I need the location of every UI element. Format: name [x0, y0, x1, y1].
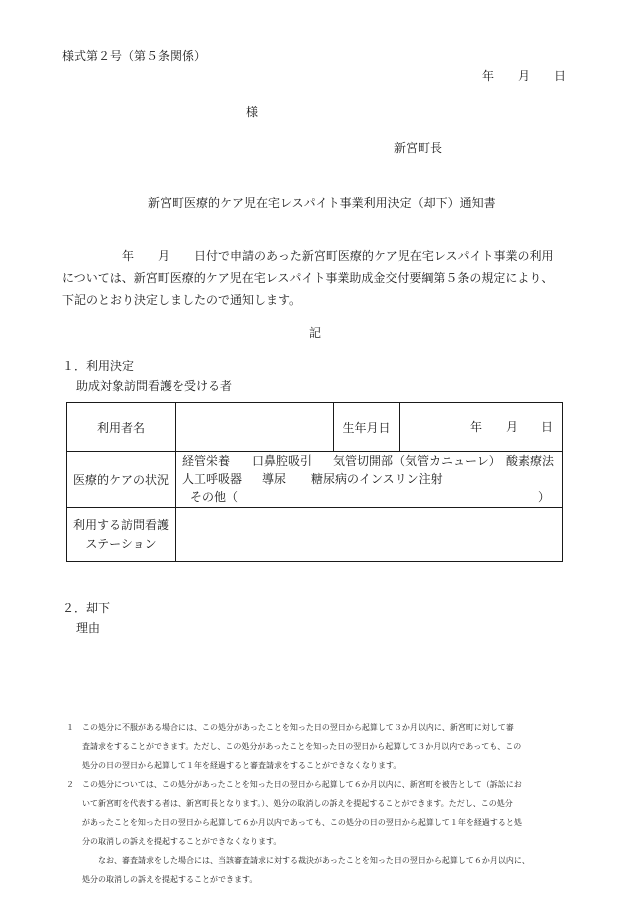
- birthdate-label: 生年月日: [342, 420, 391, 435]
- care-recipient-table: [66, 402, 563, 562]
- intro-year: 年: [122, 249, 135, 263]
- section1-subheading: 助成対象訪問看護を受ける者: [76, 379, 233, 393]
- note-2: [60, 775, 572, 889]
- form-number: 様式第２号（第５条関係）: [62, 49, 207, 63]
- care-option-oxygen[interactable]: 酸素療法: [506, 454, 555, 468]
- birth-month-label: 月: [506, 420, 519, 434]
- care-option-other[interactable]: その他（: [190, 490, 239, 504]
- care-status-label: 医療的ケアの状況: [72, 473, 169, 487]
- intro-month: 月: [158, 249, 171, 263]
- station-label: [67, 508, 175, 561]
- intro-line2: については、新宮町医療的ケア児在宅レスパイト事業助成金交付要綱第５条の規定により、: [62, 271, 554, 285]
- birth-year-label: 年: [470, 420, 483, 434]
- station-label-line2: ステーション: [85, 536, 157, 551]
- care-option-tracheostomy[interactable]: 気管切開部（気管カニューレ）: [333, 454, 501, 468]
- user-name-field[interactable]: [176, 403, 333, 451]
- care-option-other-close: ）: [538, 490, 551, 504]
- addressee-suffix: 様: [246, 105, 259, 119]
- intro-line3: 下記のとおり決定しましたので通知します。: [62, 293, 302, 307]
- section2-heading: ２．却下: [62, 601, 111, 615]
- care-option-insulin[interactable]: 糖尿病のインスリン注射: [311, 472, 443, 486]
- birth-day-label: 日: [541, 420, 554, 434]
- date-year-label: 年: [482, 69, 495, 83]
- note-2-line2: いて新宮町を代表する者は、新宮町長となります。）、処分の取消しの訴えを提起することができます。ただし、この処分: [82, 799, 513, 808]
- station-field[interactable]: [176, 508, 562, 561]
- date-month-label: 月: [518, 69, 531, 83]
- document-title: 新宮町医療的ケア児在宅レスパイト事業利用決定（却下）通知書: [148, 196, 496, 210]
- section1-heading: １．利用決定: [62, 359, 135, 373]
- note-1-line3: 処分の日の翌日から起算して１年を経過すると審査請求をすることができなくなります。: [82, 761, 402, 770]
- note-2-line3: があったことを知った日の翌日から起算して６か月以内であっても、この処分の日の翌日から起算して１年を経過すると処: [82, 818, 522, 827]
- care-option-catheter[interactable]: 導尿: [262, 472, 287, 486]
- note-2-line4: 分の取消しの訴えを提起することができなくなります。: [82, 837, 282, 846]
- ki-label: 記: [309, 326, 322, 340]
- note-2-line1: この処分については、この処分があったことを知った日の翌日から起算して６か月以内に、新宮町を被告として（訴訟にお: [82, 780, 522, 789]
- care-option-suction[interactable]: 口鼻腔吸引: [252, 454, 313, 468]
- note-2-extra-line2: 処分の取消しの訴えを提起することができます。: [82, 875, 258, 884]
- note-2-number: ２: [66, 780, 74, 789]
- intro-line1: 日付で申請のあった新宮町医療的ケア児在宅レスパイト事業の利用: [194, 249, 554, 263]
- appeal-notes: [60, 718, 572, 889]
- issuer-name: 新宮町長: [394, 141, 443, 155]
- reason-label: 理由: [76, 621, 101, 635]
- care-option-ventilator[interactable]: 人工呼吸器: [182, 472, 243, 486]
- care-status-options: [176, 452, 562, 507]
- user-name-label: 利用者名: [96, 420, 145, 435]
- care-option-tube-feeding[interactable]: 経管栄養: [182, 454, 231, 468]
- date-day-label: 日: [554, 69, 567, 83]
- birthdate-field[interactable]: [400, 403, 562, 451]
- note-2-extra-line1: なお、審査請求をした場合には、当該審査請求に対する裁決があったことを知った日の翌日から起算して６か月以内に、: [98, 856, 530, 865]
- station-label-line1: 利用する訪問看護: [72, 517, 169, 532]
- note-1-line1: この処分に不服がある場合には、この処分があったことを知った日の翌日から起算して３か月以内に、新宮町に対して審: [82, 723, 514, 732]
- note-1-line2: 査請求をすることができます。ただし、この処分があったことを知った日の翌日から起算して３か月以内であっても、この: [82, 742, 522, 751]
- intro-paragraph: [62, 245, 582, 311]
- note-1: [60, 718, 572, 775]
- note-1-number: １: [66, 723, 74, 732]
